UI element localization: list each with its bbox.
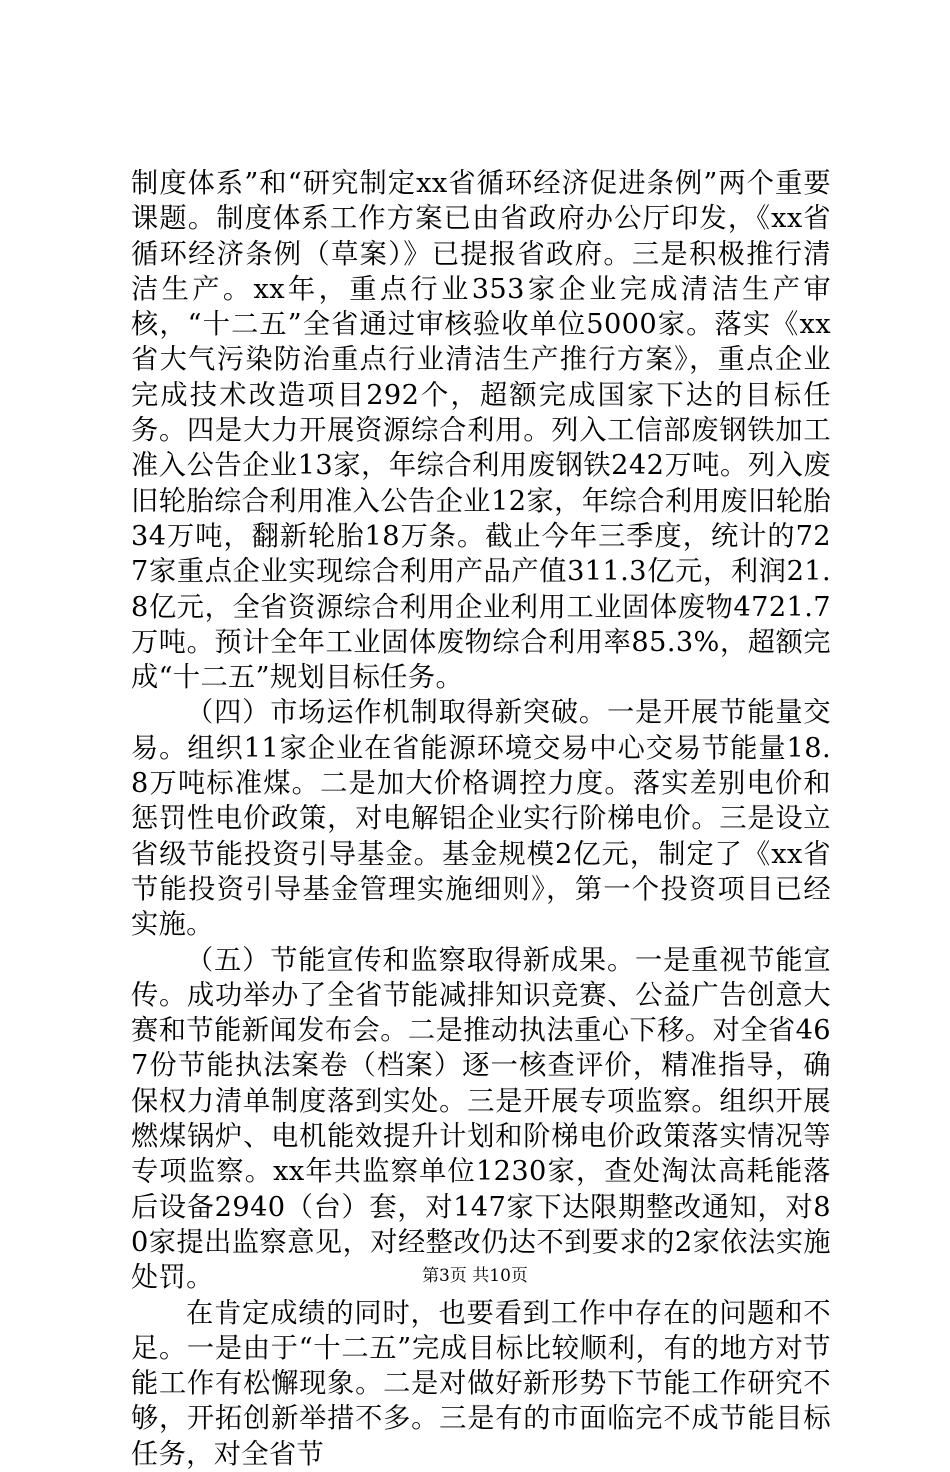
paragraph-circular-economy: 制度体系”和“研究制定xx省循环经济促进条例”两个重要课题。制度体系工作方案已由省政府办公厅印发，《xx省循环经济条例（草案）》已提报省政府。三是积极推行清洁生产。xx年，重点行业353家企业完成清洁生产审核，“十二五”全省通过审核验收单位5000家。落实《xx省大气污染防治重点行业清洁生产推行方案》，重点企业完成技术改造项目292个，超额完成国家下达的目标任务。四是大力开展资源综合利用。列入工信部废钢铁加工准入公告企业13家，年综合利用废钢铁242万吨。列入废旧轮胎综合利用准入公告企业12家，年综合利用废旧轮胎34万吨，翻新轮胎18万条。截止今年三季度，统计的727家重点企业实现综合利用产品产值311.3亿元，利润21.8亿元，全省资源综合利用企业利用工业固体废物4721.7万吨。预计全年工业固体废物综合利用率85.3%，超额完成“十二五”规划目标任务。 [131, 168, 831, 694]
page-number-footer: 第3页 共10页 [422, 1266, 528, 1286]
paragraph-problems: 在肯定成绩的同时，也要看到工作中存在的问题和不足。一是由于“十二五”完成目标比较顺利，有的地方对节能工作有松懈现象。二是对做好新形势下节能工作研究不够，开拓创新举措不多。三是有的市面临完不成节能目标任务，对全省节 [131, 1297, 831, 1470]
paragraph-publicity-supervision: （五）节能宣传和监察取得新成果。一是重视节能宣传。成功举办了全省节能减排知识竞赛、公益广告创意大赛和节能新闻发布会。二是推动执法重心下移。对全省467份节能执法案卷（档案）逐一核查评价，精准指导，确保权力清单制度落到实处。三是开展专项监察。组织开展燃煤锅炉、电机能效提升计划和阶梯电价政策落实情况等专项监察。xx年共监察单位1230家，查处淘汰高耗能落后设备2940（台）套，对147家下达限期整改通知，对80家提出监察意见，对经整改仍达不到要求的2家依法实施处罚。 [131, 944, 831, 1294]
paragraph-market-mechanism: （四）市场运作机制取得新突破。一是开展节能量交易。组织11家企业在省能源环境交易中心交易节能量18.8万吨标准煤。二是加大价格调控力度。落实差别电价和惩罚性电价政策，对电解铝企业实行阶梯电价。三是设立省级节能投资引导基金。基金规模2亿元，制定了《xx省节能投资引导基金管理实施细则》，第一个投资项目已经实施。 [131, 697, 831, 941]
